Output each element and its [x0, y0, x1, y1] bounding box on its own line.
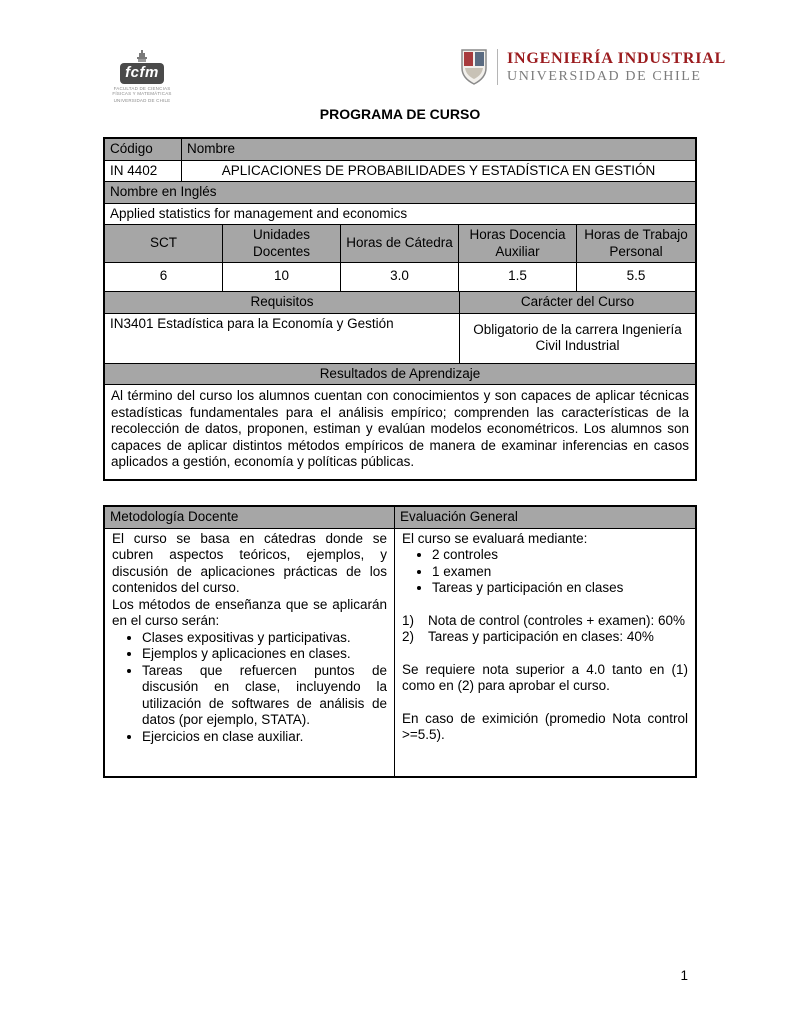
hours-value-sct: 6	[105, 263, 223, 291]
metodologia-content	[105, 529, 395, 776]
fcfm-tower-icon	[136, 50, 148, 62]
numbered-marker: 1)	[402, 612, 415, 628]
numbered-text: Nota de control (controles + examen): 60%	[428, 612, 686, 628]
course-info-table	[103, 137, 697, 481]
hours-header-auxiliar: Horas Docencia Auxiliar	[459, 225, 577, 262]
nombre-label: Nombre	[182, 139, 695, 160]
requisitos-value: IN3401 Estadística para la Economía y Gestión	[105, 314, 460, 363]
method-eval-body-row	[105, 529, 695, 776]
fcfm-caption-line2: UNIVERSIDAD DE CHILE	[113, 98, 171, 103]
resultados-header-row	[105, 364, 695, 386]
caracter-label: Carácter del Curso	[460, 292, 695, 313]
nombre-ingles-label: Nombre en Inglés	[105, 182, 695, 203]
numbered-text: Tareas y participación en clases: 40%	[428, 629, 654, 644]
dii-title: INGENIERÍA INDUSTRIAL	[507, 50, 727, 67]
numbered-marker: 2)	[402, 629, 415, 644]
evaluacion-intro: El curso se evaluará mediante:	[402, 530, 588, 546]
evaluacion-bullet: • 2 controles	[432, 547, 688, 564]
evaluacion-numbered-item	[402, 613, 688, 630]
metodologia-label: Metodología Docente	[105, 507, 395, 528]
caracter-value: Obligatorio de la carrera Ingeniería Civil Industrial	[473, 321, 682, 353]
metodologia-paragraph-1: El curso se basa en cátedras donde se cubren aspectos teóricos, ejemplos, y discusión de aplicaciones prácticas de los contenidos del curso.	[112, 530, 387, 595]
evaluacion-paragraph-1: Se requiere nota superior a 4.0 tanto en (1) como en (2) para aprobar el curso.	[402, 661, 688, 693]
spacer	[402, 597, 688, 613]
evaluacion-content	[395, 529, 695, 776]
logo-separator	[497, 49, 498, 85]
codigo-value: IN 4402	[105, 161, 182, 182]
hours-value-auxiliar: 1.5	[459, 263, 577, 291]
spacer	[402, 646, 688, 662]
fcfm-caption-line1: FACULTAD DE CIENCIAS FÍSICAS Y MATEMÁTICAS	[112, 86, 172, 96]
metodologia-paragraph-2: Los métodos de enseñanza que se aplicarán en el curso serán:	[112, 596, 387, 628]
nombre-value: APLICACIONES DE PROBABILIDADES Y ESTADÍSTICA EN GESTIÓN	[221, 162, 656, 178]
dii-subtitle: UNIVERSIDAD DE CHILE	[507, 69, 702, 84]
evaluacion-paragraph-2: En caso de eximición (promedio Nota control >=5.5).	[402, 710, 688, 742]
dii-wordmark	[507, 49, 726, 85]
hours-value-personal: 5.5	[626, 268, 646, 283]
metodologia-bullet: • Ejercicios en clase auxiliar.	[142, 729, 387, 746]
hours-value-unidades: 10	[223, 263, 341, 291]
evaluacion-bullet: • 1 examen	[432, 564, 688, 581]
hours-header-row	[105, 225, 695, 263]
fcfm-wordmark: fcfm	[120, 63, 164, 84]
nombre-ingles-value: Applied statistics for management and economics	[110, 205, 408, 221]
code-name-value-row	[105, 161, 695, 183]
metodologia-bullet-list	[112, 630, 387, 746]
hours-header-catedra: Horas de Cátedra	[341, 225, 459, 262]
spacer	[402, 695, 688, 711]
code-name-header-row	[105, 139, 695, 161]
evaluacion-label: Evaluación General	[395, 507, 695, 528]
hours-header-unidades: Unidades Docentes	[223, 225, 341, 262]
hours-value-catedra: 3.0	[341, 263, 459, 291]
metodologia-bullet: • Clases expositivas y participativas.	[142, 630, 387, 647]
hours-header-sct: SCT	[105, 225, 223, 262]
resultados-value-row	[105, 385, 695, 479]
ingenieria-industrial-logo	[460, 48, 726, 86]
method-eval-header-row	[105, 507, 695, 529]
resultados-label: Resultados de Aprendizaje	[105, 364, 695, 385]
masthead	[0, 46, 800, 106]
evaluacion-bullet: • Tareas y participación en clases	[432, 580, 688, 597]
evaluacion-bullet-list	[402, 547, 688, 597]
metodologia-bullet: • Tareas que refuercen puntos de discusión en clase, incluyendo la utilización de softwares de análisis de datos (por ejemplo, STATA).	[142, 663, 387, 729]
codigo-label: Código	[105, 139, 182, 160]
requisitos-header-row	[105, 292, 695, 314]
requisitos-label: Requisitos	[105, 292, 460, 313]
hours-header-personal: Horas de Trabajo Personal	[577, 225, 695, 262]
requisitos-value-row	[105, 314, 695, 364]
page-number: 1	[680, 968, 688, 983]
fcfm-logo	[112, 50, 172, 103]
methodology-evaluation-table	[103, 505, 697, 778]
page-title: PROGRAMA DE CURSO	[319, 106, 481, 122]
english-name-value-row	[105, 204, 695, 226]
resultados-paragraph: Al término del curso los alumnos cuentan con conocimientos y son capaces de aplicar técnicas estadísticas fundamentales para el análisis empírico; comprenden las características de la recolección de datos, proponen, estiman y evalúan modelos econométricos. Los alumnos son capaces de aplicar distintos métodos empíricos de manera de examinar inferencias en casos aplicados a gestión, economía y políticas públicas.	[111, 388, 689, 469]
hours-value-row	[105, 263, 695, 292]
evaluacion-numbered-item	[402, 629, 688, 646]
metodologia-bullet: • Ejemplos y aplicaciones en clases.	[142, 646, 387, 663]
english-name-header-row	[105, 182, 695, 204]
universidad-crest-icon	[460, 48, 488, 86]
